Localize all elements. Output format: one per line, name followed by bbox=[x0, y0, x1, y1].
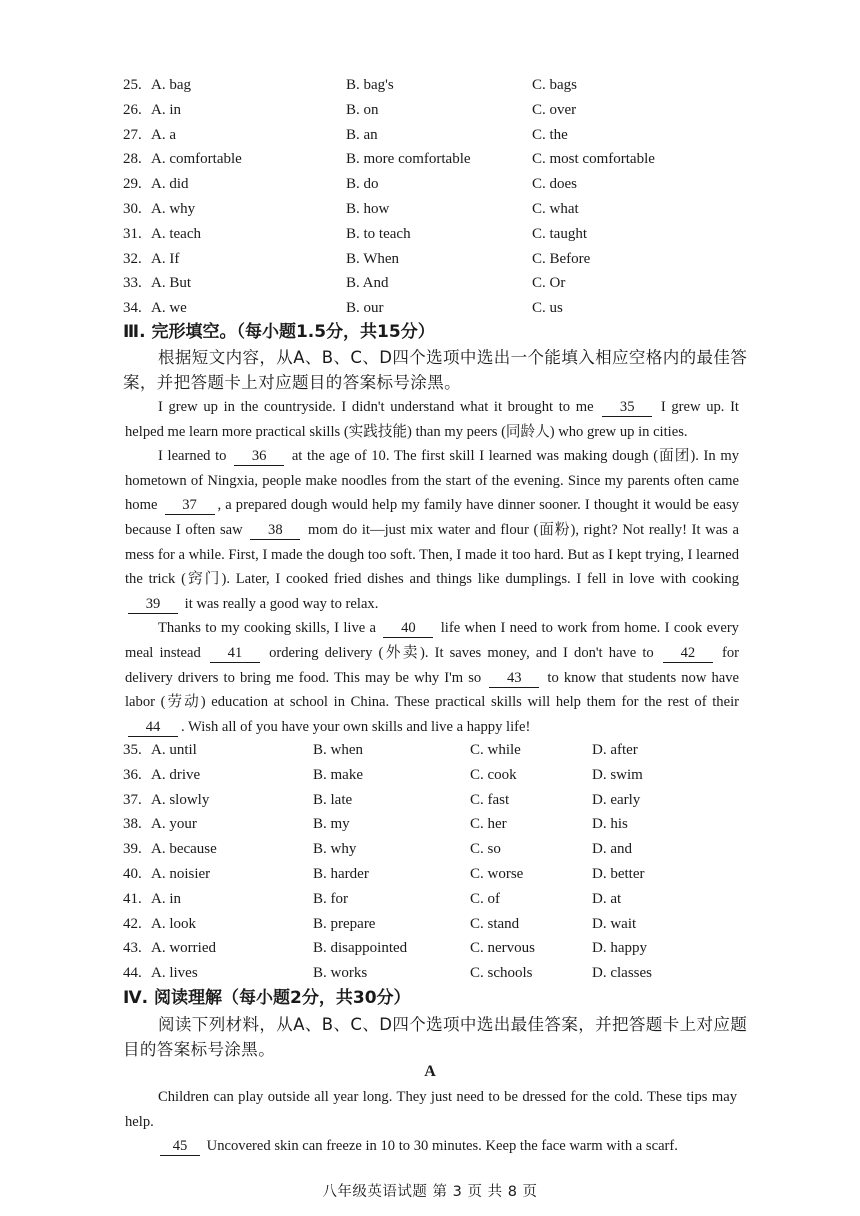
option-c: C. schools bbox=[470, 965, 533, 982]
section-4-instruction: 阅读下列材料，从A、B、C、D四个选项中选出最佳答案，并把答题卡上对应题目的答案标号涂黑。 bbox=[123, 1015, 748, 1059]
blank-39: 39 bbox=[128, 595, 178, 614]
question-number: 25. bbox=[123, 77, 142, 93]
option-c: C. nervous bbox=[470, 940, 535, 957]
cloze-passage bbox=[125, 395, 739, 739]
option-row bbox=[0, 837, 860, 862]
option-a: A. But bbox=[151, 275, 192, 292]
option-row bbox=[0, 887, 860, 912]
option-row bbox=[0, 936, 860, 961]
option-b: B. And bbox=[346, 275, 389, 292]
option-row bbox=[0, 862, 860, 887]
option-row bbox=[0, 812, 860, 837]
option-d: D. classes bbox=[592, 965, 652, 982]
option-d: D. at bbox=[592, 890, 622, 907]
option-c: C. most comfortable bbox=[532, 151, 655, 168]
option-row bbox=[0, 172, 860, 197]
question-number: 35. bbox=[123, 742, 142, 758]
option-c: C. taught bbox=[532, 225, 587, 242]
blank-38: 38 bbox=[250, 521, 300, 540]
option-c: C. does bbox=[532, 176, 577, 193]
option-a: A. lives bbox=[151, 965, 198, 982]
page-footer: 八年级英语试题 第 3 页 共 8 页 bbox=[322, 1184, 538, 1200]
option-c: C. cook bbox=[470, 766, 517, 783]
cloze-paragraph-1: I grew up in the countryside. I didn't understand what it brought to me 35 I grew up. It helped me learn more practical skills (实践技能) than my peers (同龄人) who grew up in cities. bbox=[125, 399, 739, 440]
option-b: B. do bbox=[346, 176, 379, 193]
option-d: D. wait bbox=[592, 915, 637, 932]
question-number: 33. bbox=[123, 275, 142, 292]
option-d: D. after bbox=[592, 742, 638, 758]
option-a: A. teach bbox=[151, 225, 201, 242]
blank-45: 45 bbox=[160, 1137, 200, 1156]
option-c: C. Before bbox=[532, 250, 591, 267]
section-3-heading: Ⅲ. 完形填空。（每小题1.5分，共15分） bbox=[123, 322, 435, 342]
question-number: 28. bbox=[123, 151, 142, 168]
option-a: A. drive bbox=[151, 766, 201, 783]
passage-a bbox=[125, 1085, 737, 1159]
option-row bbox=[0, 271, 860, 296]
option-a: A. in bbox=[151, 890, 181, 907]
option-b: B. an bbox=[346, 126, 378, 143]
option-a: A. bag bbox=[151, 77, 191, 93]
blank-40: 40 bbox=[383, 619, 433, 638]
blank-36: 36 bbox=[234, 447, 284, 466]
option-c: C. stand bbox=[470, 915, 520, 932]
blank-37: 37 bbox=[165, 496, 215, 515]
question-number: 31. bbox=[123, 225, 142, 242]
option-row bbox=[0, 912, 860, 937]
option-d: D. better bbox=[592, 866, 645, 882]
cloze-paragraph-3: Thanks to my cooking skills, I live a 40 life when I need to work from home. I cook every meal instead 41 ordering delivery (外卖). It saves money, and I don't have to 42 for delivery drivers to bring me food. This may be why I'm so 43 to know that students now have labor (劳动) education at school in China. These practical skills will help them for the rest of their 44 . Wish all of you have your own skills and live a happy life! bbox=[125, 620, 740, 735]
option-row bbox=[0, 73, 860, 98]
blank-41: 41 bbox=[210, 644, 260, 663]
option-b: B. When bbox=[346, 250, 400, 267]
option-c: C. worse bbox=[470, 866, 524, 882]
question-number: 30. bbox=[123, 201, 142, 217]
question-number: 26. bbox=[123, 101, 142, 118]
question-number: 27. bbox=[123, 126, 142, 143]
option-c: C. so bbox=[470, 841, 501, 858]
blank-35: 35 bbox=[602, 398, 652, 417]
option-b: B. disappointed bbox=[313, 940, 408, 957]
passage-a-item-45: 45 Uncovered skin can freeze in 10 to 30 minutes. Keep the face warm with a scarf. bbox=[125, 1134, 737, 1159]
option-a: A. did bbox=[151, 176, 189, 193]
option-a: A. comfortable bbox=[151, 151, 242, 168]
blank-42: 42 bbox=[663, 644, 713, 663]
option-row bbox=[0, 222, 860, 247]
option-b: B. to teach bbox=[346, 225, 411, 242]
question-number: 36. bbox=[123, 766, 142, 783]
question-number: 34. bbox=[123, 300, 142, 317]
question-number: 43. bbox=[123, 940, 142, 957]
option-d: D. swim bbox=[592, 766, 643, 783]
option-row bbox=[0, 763, 860, 788]
option-b: B. bag's bbox=[346, 77, 394, 93]
option-b: B. more comfortable bbox=[346, 151, 471, 168]
option-b: B. why bbox=[313, 841, 357, 858]
option-c: C. us bbox=[532, 300, 563, 317]
option-c: C. the bbox=[532, 126, 568, 143]
option-d: D. happy bbox=[592, 940, 647, 957]
option-a: A. a bbox=[151, 126, 176, 143]
option-a: A. we bbox=[151, 300, 187, 317]
option-b: B. late bbox=[313, 791, 353, 808]
question-number: 44. bbox=[123, 965, 142, 982]
option-a: A. why bbox=[151, 201, 196, 217]
question-number: 29. bbox=[123, 176, 142, 193]
option-c: C. Or bbox=[532, 275, 566, 292]
option-b: B. make bbox=[313, 766, 363, 783]
blank-43: 43 bbox=[489, 669, 539, 688]
passage-a-intro: Children can play outside all year long. They just need to be dressed for the cold. These tips may help. bbox=[125, 1089, 737, 1130]
option-b: B. prepare bbox=[313, 915, 376, 932]
option-c: C. her bbox=[470, 816, 507, 833]
option-b: B. my bbox=[313, 816, 350, 833]
option-a: A. until bbox=[151, 742, 197, 758]
question-number: 38. bbox=[123, 816, 142, 833]
section-4-heading: Ⅳ. 阅读理解（每小题2分，共30分） bbox=[123, 988, 411, 1008]
option-row bbox=[0, 98, 860, 123]
option-row bbox=[0, 123, 860, 148]
option-c: C. what bbox=[532, 201, 579, 217]
option-a: A. in bbox=[151, 101, 181, 118]
option-row bbox=[0, 961, 860, 986]
question-number: 32. bbox=[123, 250, 142, 267]
option-row bbox=[0, 738, 860, 763]
cloze-paragraph-2: I learned to 36 at the age of 10. The first skill I learned was making dough (面团). In my hometown of Ningxia, people make noodles from the start of the evening. Since my parents often came home 37 , a prepared dough would help my family have dinner sooner. I thought it would be easy because I often saw 38 mom do it—just mix water and flour (面粉), right? Not really! It was a mess for a while. First, I made the dough too soft. Then, I made it too hard. But as I kept trying, I learned the trick (窍门). Later, I cooked fried dishes and things like dumplings. I fell in love with cooking 39 it was really a good way to relax. bbox=[125, 448, 739, 612]
option-row bbox=[0, 788, 860, 813]
option-c: C. over bbox=[532, 101, 577, 118]
question-number: 39. bbox=[123, 841, 142, 858]
option-c: C. while bbox=[470, 742, 521, 758]
option-d: D. and bbox=[592, 841, 632, 858]
question-number: 40. bbox=[123, 866, 142, 882]
option-a: A. If bbox=[151, 250, 180, 267]
option-a: A. because bbox=[151, 841, 217, 858]
option-b: B. our bbox=[346, 300, 384, 317]
question-number: 42. bbox=[123, 915, 142, 932]
option-b: B. how bbox=[346, 201, 390, 217]
option-d: D. his bbox=[592, 816, 628, 833]
option-b: B. on bbox=[346, 101, 379, 118]
question-number: 41. bbox=[123, 890, 142, 907]
passage-a-title: A bbox=[424, 1063, 436, 1080]
option-a: A. worried bbox=[151, 940, 216, 957]
section-3-instruction: 根据短文内容，从A、B、C、D四个选项中选出一个能填入相应空格内的最佳答案，并把答题卡上对应题目的答案标号涂黑。 bbox=[123, 348, 748, 392]
option-row bbox=[0, 247, 860, 272]
option-b: B. works bbox=[313, 965, 368, 982]
option-row bbox=[0, 197, 860, 222]
option-c: C. of bbox=[470, 890, 500, 907]
option-b: B. when bbox=[313, 742, 363, 758]
option-row bbox=[0, 296, 860, 321]
option-b: B. harder bbox=[313, 866, 369, 882]
option-c: C. bags bbox=[532, 77, 577, 93]
question-number: 37. bbox=[123, 791, 142, 808]
option-c: C. fast bbox=[470, 791, 510, 808]
option-a: A. your bbox=[151, 816, 197, 833]
blank-44: 44 bbox=[128, 718, 178, 737]
option-a: A. look bbox=[151, 915, 196, 932]
option-row bbox=[0, 147, 860, 172]
option-a: A. slowly bbox=[151, 791, 210, 808]
option-a: A. noisier bbox=[151, 866, 211, 882]
option-d: D. early bbox=[592, 791, 641, 808]
option-b: B. for bbox=[313, 890, 348, 907]
